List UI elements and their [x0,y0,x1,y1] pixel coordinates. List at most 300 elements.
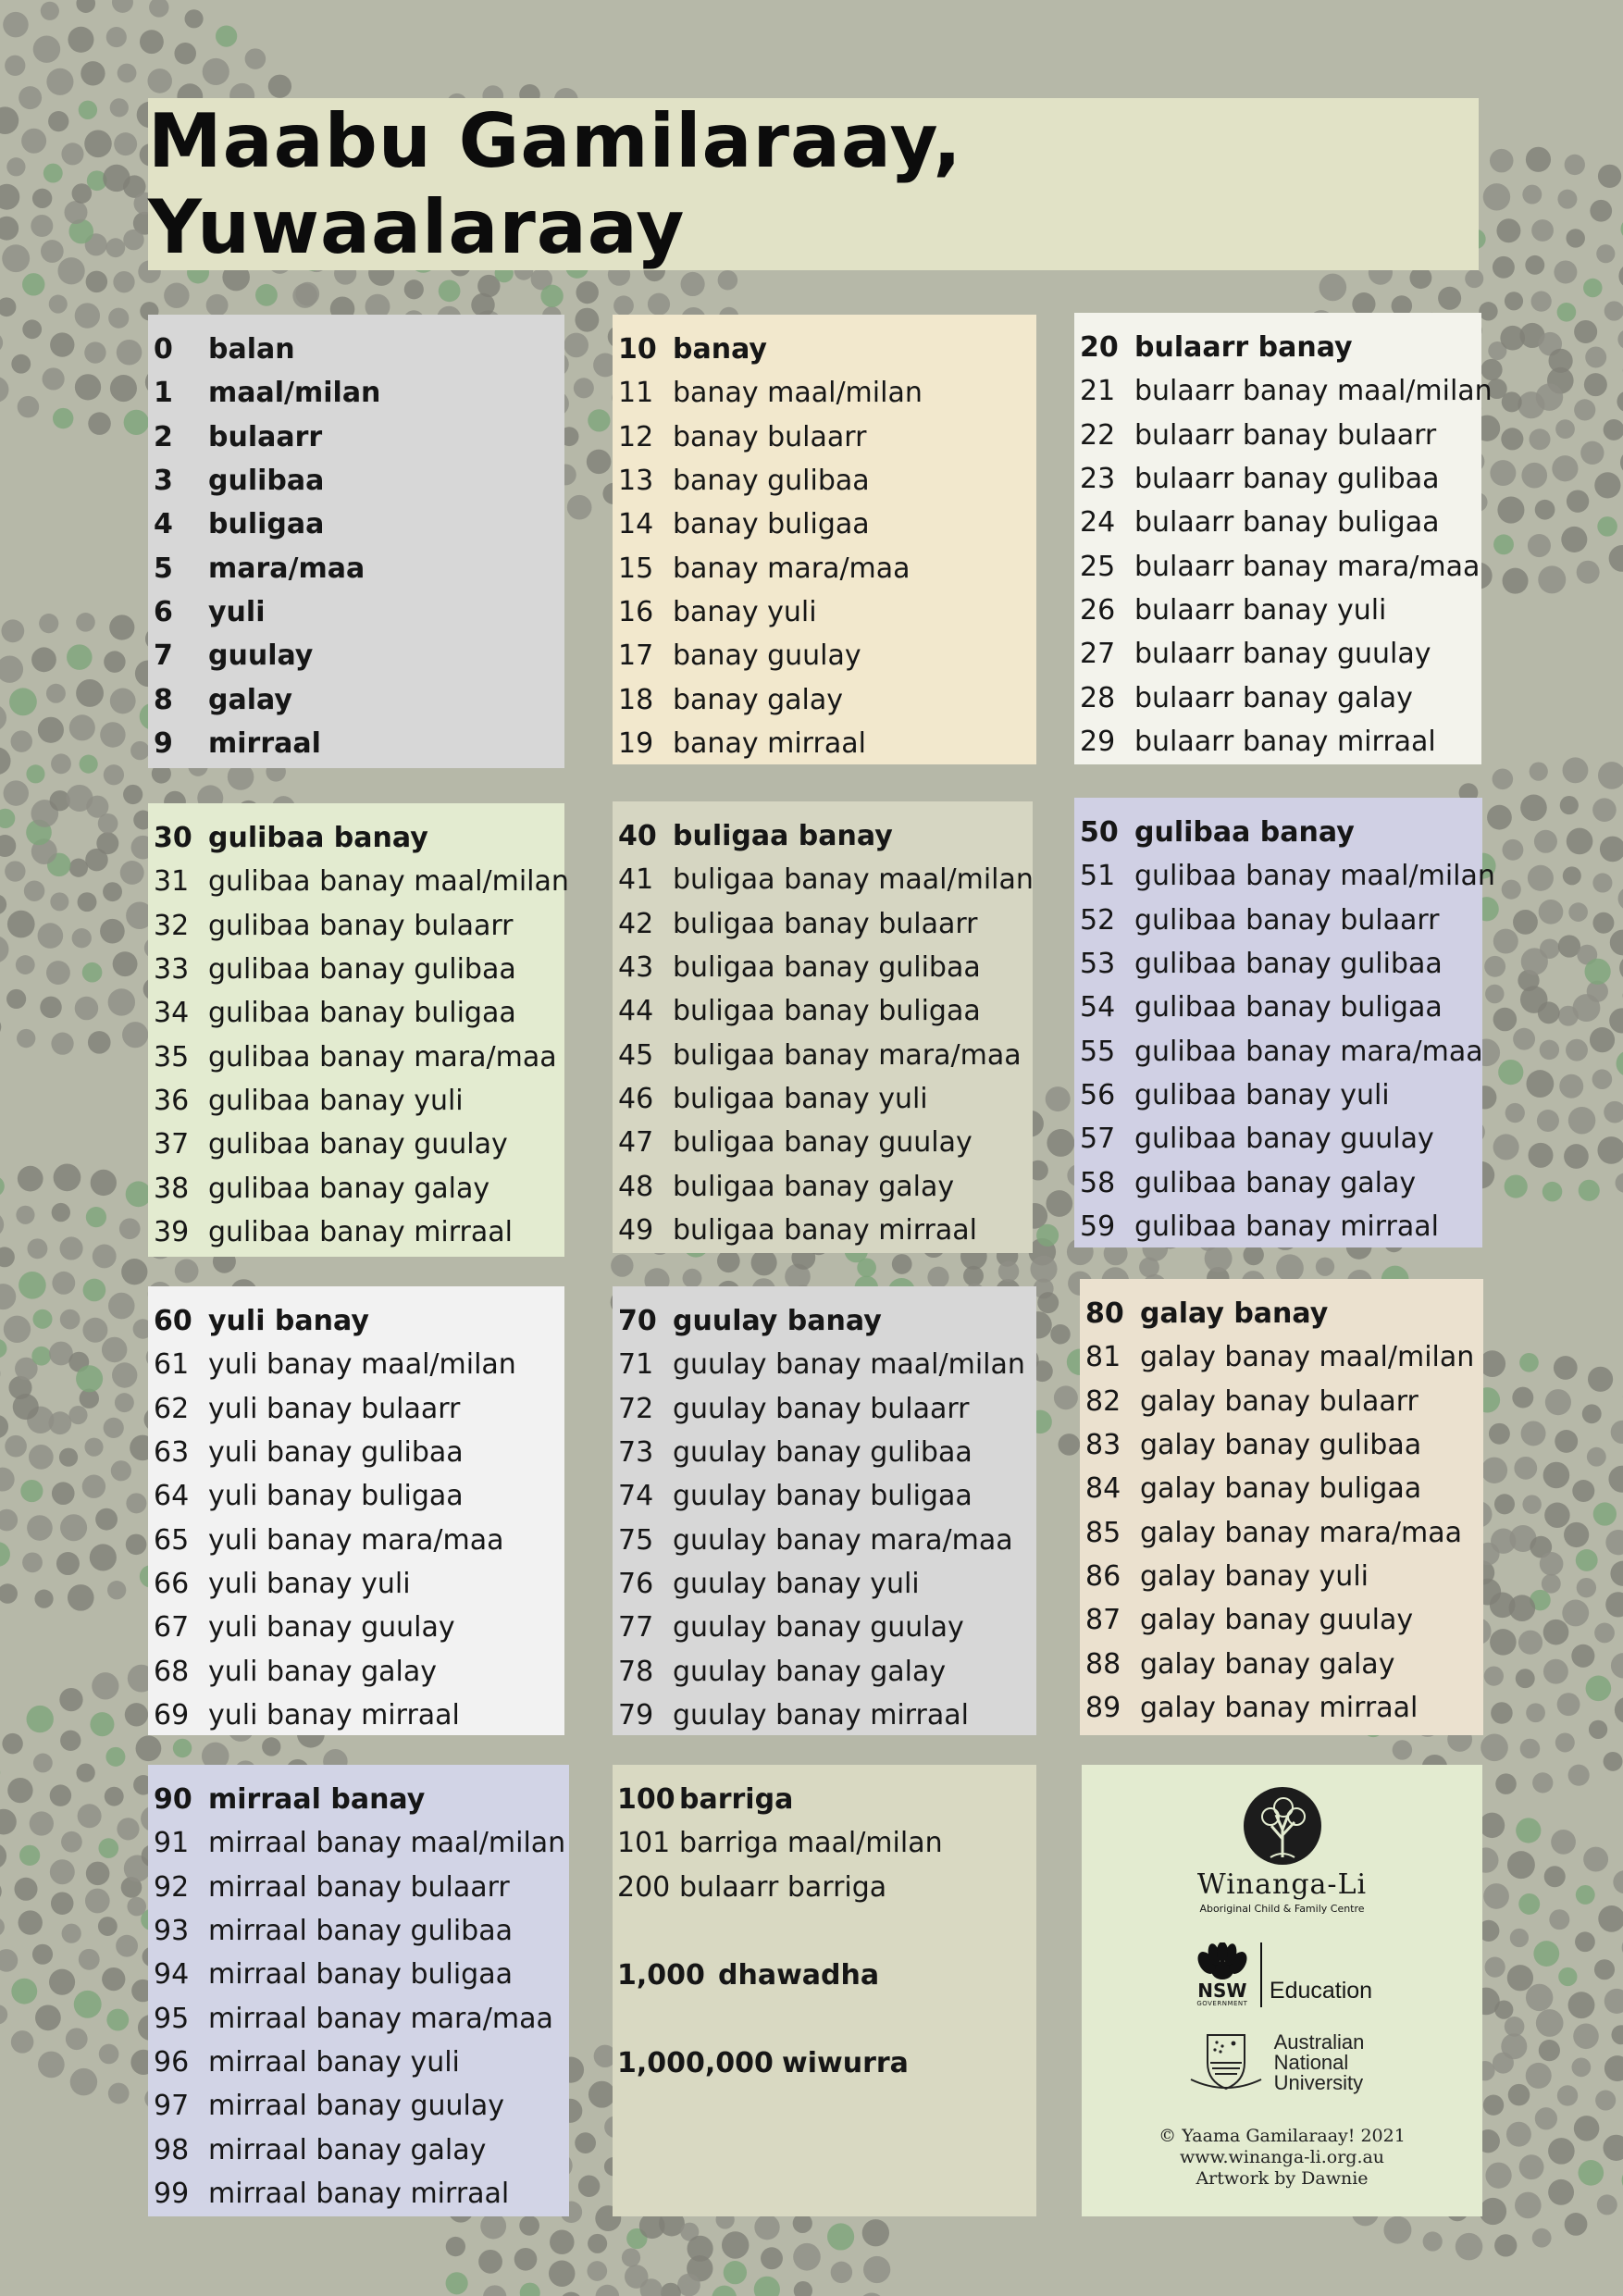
background-dot [90,1544,117,1570]
background-dot [1567,490,1589,512]
number: 99 [154,2177,190,2210]
background-dot [1030,1256,1057,1283]
background-dot [6,157,25,176]
background-dot [1037,1292,1059,1313]
background-dot [121,1259,147,1285]
million-row [617,2042,1036,2085]
number-row [618,1387,1036,1431]
number-row [618,1299,1036,1343]
background-dot [613,295,634,316]
background-dot [0,1468,15,1492]
number: 13 [618,465,654,498]
background-dot [1584,373,1607,396]
background-dot [1530,763,1548,781]
background-dot [6,989,26,1009]
number-row [154,634,564,677]
word: banay [673,333,767,366]
background-dot [588,409,610,431]
background-dot [2,1733,22,1754]
word: banay buligaa [673,508,870,541]
word: banay guulay [673,639,861,673]
background-dot [1495,1773,1517,1794]
background-dot [1529,1143,1554,1168]
background-dot [1493,256,1515,279]
background-dot [7,1778,32,1803]
background-dot [93,1244,117,1268]
background-dot [1494,2234,1517,2256]
background-dot [41,2,59,20]
background-dot [549,2260,575,2286]
number-row [1080,720,1481,763]
background-dot [1585,347,1606,368]
logo-divider [1260,1942,1262,2007]
background-dot [91,1170,117,1196]
background-dot [112,0,133,13]
background-dot [1538,565,1566,593]
background-dot [110,689,136,714]
background-dot [1514,1457,1537,1480]
background-dot [1592,798,1617,822]
background-dot [84,341,105,363]
background-dot [1490,149,1514,173]
background-dot [108,988,135,1015]
word: gulibaa banay maal/milan [208,865,569,899]
number: 72 [618,1392,654,1425]
background-dot [1540,1040,1559,1060]
background-dot [92,1672,118,1699]
number: 20 [1080,331,1119,365]
background-dot [75,374,101,400]
number-row [618,634,1036,677]
number: 97 [154,2090,190,2123]
number: 55 [1080,1035,1116,1068]
background-dot [34,1590,53,1608]
background-dot [1551,1830,1576,1855]
number: 89 [1085,1691,1121,1724]
word: gulibaa banay mirraal [208,1215,513,1248]
background-dot [108,1293,135,1320]
background-dot [1543,1659,1568,1684]
number-row [618,814,1033,858]
word: gulibaa banay maal/milan [1134,860,1495,893]
background-dot [1574,320,1597,343]
background-dot [1593,1502,1617,1525]
background-dot [1520,1739,1541,1759]
background-dot [43,367,65,390]
background-dot [1518,1893,1540,1915]
number-row [154,1694,564,1737]
word: banay maal/milan [673,377,923,410]
background-dot [998,1261,1020,1283]
word: buligaa banay guulay [673,1126,973,1160]
background-dot [136,1735,162,1761]
background-dot [88,1031,111,1054]
background-dot [16,955,35,974]
background-dot [1059,1433,1081,1456]
number: 200 [617,1870,671,1904]
background-dot [185,9,204,28]
background-dot [65,201,88,224]
background-dot [86,1207,106,1227]
background-dot [1561,527,1587,552]
title-banner [148,98,1479,270]
background-dot [0,894,6,914]
background-dot [1393,1740,1412,1759]
background-dot [0,217,19,241]
background-dot [0,297,16,316]
background-dot [1319,274,1347,302]
word: maal/milan [208,377,381,410]
background-dot [2,244,30,272]
website-link[interactable]: www.winanga-li.org.au [1179,2147,1385,2167]
background-dot [1532,1772,1553,1793]
number-row [617,1866,1036,1909]
background-dot [33,1754,53,1773]
number: 16 [618,595,654,628]
background-dot [53,408,73,428]
number: 5 [154,552,173,585]
background-dot [76,613,95,632]
background-dot [1577,1578,1596,1597]
word: gulibaa banay mara/maa [208,1040,557,1074]
background-dot [718,270,738,291]
number: 35 [154,1040,190,1074]
number-row [154,590,564,634]
background-dot [115,1393,134,1412]
background-dot [33,35,60,62]
background-dot [5,1435,27,1458]
background-dot [1587,1447,1606,1467]
background-dot [111,1460,131,1481]
background-dot [104,1418,124,1438]
number: 24 [1080,506,1116,540]
background-dot [105,238,125,257]
background-dot [717,1249,740,1272]
word: galay banay galay [1140,1647,1395,1681]
number-panel [148,803,569,1257]
background-dot [114,132,137,155]
background-dot [862,2219,889,2246]
background-dot [19,86,42,109]
number-row [1085,1423,1483,1467]
number: 9 [154,726,173,760]
background-dot [794,2281,812,2296]
background-dot [575,308,599,332]
word: mirraal banay guulay [208,2090,504,2123]
number-row [154,860,569,903]
background-dot [59,1448,78,1467]
number: 86 [1085,1559,1121,1593]
background-dot [82,962,103,983]
background-dot [514,2248,538,2271]
background-dot [1597,516,1617,537]
background-dot [31,215,53,237]
anu-line2: National [1273,2051,1349,2074]
background-dot [1505,292,1523,310]
background-dot [519,2215,539,2236]
background-dot [1525,255,1544,275]
background-dot [1560,796,1579,814]
background-dot [78,892,97,912]
background-dot [1615,1696,1623,1723]
background-dot [1558,1006,1579,1026]
background-dot [1516,1669,1535,1688]
background-dot [574,378,594,398]
word: yuli banay guulay [208,1611,455,1644]
number-row [154,991,564,1035]
background-dot [1565,155,1585,175]
background-dot [576,281,598,304]
background-dot [108,2083,130,2104]
background-dot [49,295,68,314]
background-dot [1539,900,1564,925]
word: buligaa banay mara/maa [673,1038,1022,1072]
background-dot [1526,147,1551,172]
number-row [154,2172,569,2215]
background-dot [1493,2053,1514,2074]
background-dot [99,2044,119,2065]
word: gulibaa banay galay [208,1172,490,1205]
number-row [154,1778,569,1821]
number-row [154,1123,564,1166]
background-dot [125,1703,148,1726]
background-dot [52,1482,75,1505]
background-dot [0,1211,4,1236]
background-dot [76,0,95,13]
number-row [154,1606,564,1649]
word: guulay banay bulaarr [673,1392,970,1425]
background-dot [66,2028,88,2050]
background-dot [1502,839,1523,861]
background-dot [859,2292,886,2296]
background-dot [1530,428,1551,450]
word: mirraal banay [208,1783,426,1817]
word: gulibaa banay gulibaa [1134,948,1443,981]
background-dot [1604,419,1623,441]
background-dot [70,2068,97,2095]
number: 45 [618,1038,654,1072]
background-dot [216,25,237,46]
number-row [154,503,564,546]
background-dot [1597,2194,1617,2215]
background-dot [1502,880,1521,900]
background-dot [0,106,19,134]
number: 75 [618,1523,654,1557]
page-title: Maabu Gamilaraay, Yuwaalaraay [148,98,962,270]
background-dot [1564,1144,1589,1169]
background-dot [26,764,44,783]
number-row [618,1164,1033,1208]
thousand-row [617,1954,1036,1997]
background-dot [1618,264,1623,289]
number: 91 [154,1827,190,1860]
background-dot [1535,2107,1557,2129]
number-row [618,328,1036,371]
number: 95 [154,2002,190,2035]
number-row [1085,1380,1483,1423]
background-dot [1528,534,1551,557]
background-dot [106,2009,129,2031]
number: 58 [1080,1166,1116,1199]
background-dot [1480,1813,1505,1838]
word: yuli banay bulaarr [208,1392,461,1425]
background-dot [1565,2213,1588,2236]
number-row [154,722,564,765]
word: bulaarr barriga [679,1870,887,1904]
number-panel [1074,798,1495,1247]
background-dot [1518,391,1544,418]
background-dot [1543,1620,1569,1645]
number-row [154,948,564,991]
background-dot [118,64,137,83]
background-dot [29,1445,54,1470]
number: 36 [154,1084,190,1117]
background-dot [1540,938,1559,958]
background-dot [11,2030,34,2054]
number: 87 [1085,1604,1121,1637]
number: 93 [154,1915,190,1948]
background-dot [1506,2122,1531,2147]
background-dot [0,332,3,354]
word: yuli banay [208,1305,369,1338]
background-dot [30,1811,54,1835]
word: gulibaa [208,465,325,498]
number: 1,000,000 [617,2046,774,2079]
word: bulaarr banay maal/milan [1134,375,1493,408]
word: guulay [208,639,314,673]
number-row [154,1343,564,1386]
number-row [154,1821,569,1865]
background-dot [1487,805,1512,830]
background-dot [19,1910,43,1934]
background-dot [98,1838,118,1858]
background-dot [1528,865,1554,891]
background-dot [1598,165,1621,188]
background-dot [119,1218,141,1239]
word: buligaa [208,508,325,541]
background-dot [761,2247,783,2269]
background-dot [1456,2233,1483,2261]
number: 29 [1080,725,1116,758]
background-dot [1609,545,1623,572]
background-dot [1507,1851,1535,1879]
background-dot [1383,2216,1411,2244]
background-dot [51,1033,73,1055]
background-dot [1543,1462,1570,1489]
background-dot [681,272,705,296]
word: gulibaa banay gulibaa [208,953,516,987]
number-row [154,546,564,590]
background-dot [1531,292,1552,312]
number: 62 [154,1392,190,1425]
background-dot [1493,769,1514,790]
background-dot [1583,279,1603,298]
background-dot [1588,1367,1613,1392]
nsw-education-logo [1192,1942,1372,2007]
background-dot [1522,185,1542,205]
background-dot [564,333,588,358]
background-dot [439,280,461,303]
background-dot [1592,873,1612,892]
background-dot [130,741,149,760]
number-row [1080,942,1482,986]
background-dot [1616,1173,1623,1193]
background-dot [1526,2063,1552,2089]
background-dot [32,1309,52,1329]
background-dot [0,1415,8,1438]
background-dot [1050,1324,1071,1345]
background-dot [1594,1623,1615,1644]
background-dot [68,1406,87,1424]
number: 33 [154,953,190,987]
background-dot [1545,1389,1571,1415]
number-row [618,459,1036,503]
background-dot [1594,1959,1615,1980]
background-dot [105,1787,124,1806]
background-dot [98,1917,118,1936]
background-dot [1603,2135,1623,2161]
background-dot [268,75,291,98]
winanga-li-name: Winanga-Li [1196,1868,1368,1901]
number: 67 [154,1611,190,1644]
number-row [1080,1029,1482,1073]
word: galay banay mara/maa [1140,1516,1462,1549]
number-row [1085,1555,1483,1598]
word: bulaarr banay bulaarr [1134,418,1437,452]
background-dot [86,1862,110,1886]
word: banay mara/maa [673,552,911,585]
number-panel [148,1286,564,1735]
background-dot [1539,2040,1560,2061]
background-dot [120,861,144,885]
background-dot [1557,2085,1578,2105]
background-dot [1618,887,1623,910]
background-dot [1544,1503,1569,1528]
background-dot [1484,956,1505,977]
number: 21 [1080,375,1116,408]
background-dot [588,2081,615,2108]
number-row [154,2128,569,2171]
background-dot [446,2272,468,2294]
word: mirraal banay galay [208,2133,487,2166]
number: 22 [1080,418,1116,452]
background-dot [1483,2095,1504,2116]
number-row [618,1033,1033,1076]
background-dot [857,1259,876,1278]
background-dot [1423,2231,1443,2251]
number-row [1085,1467,1483,1510]
word: bulaarr [208,420,323,453]
number: 61 [154,1348,190,1382]
background-dot [1558,1967,1577,1986]
background-dot [1579,1180,1600,1201]
number-row [617,1821,1036,1865]
number-panel [613,315,1036,764]
background-dot [22,319,42,339]
background-dot [1494,1494,1515,1514]
background-dot [84,130,112,158]
word: guulay banay gulibaa [673,1436,973,1470]
background-dot [117,1818,139,1840]
background-dot [122,1022,148,1048]
word: yuli banay buligaa [208,1480,464,1513]
background-dot [50,1784,71,1806]
background-dot [127,1897,146,1917]
word: gulibaa banay mirraal [1134,1210,1439,1243]
background-dot [1534,830,1557,853]
background-dot [1515,2192,1542,2219]
background-dot [1557,1693,1580,1716]
